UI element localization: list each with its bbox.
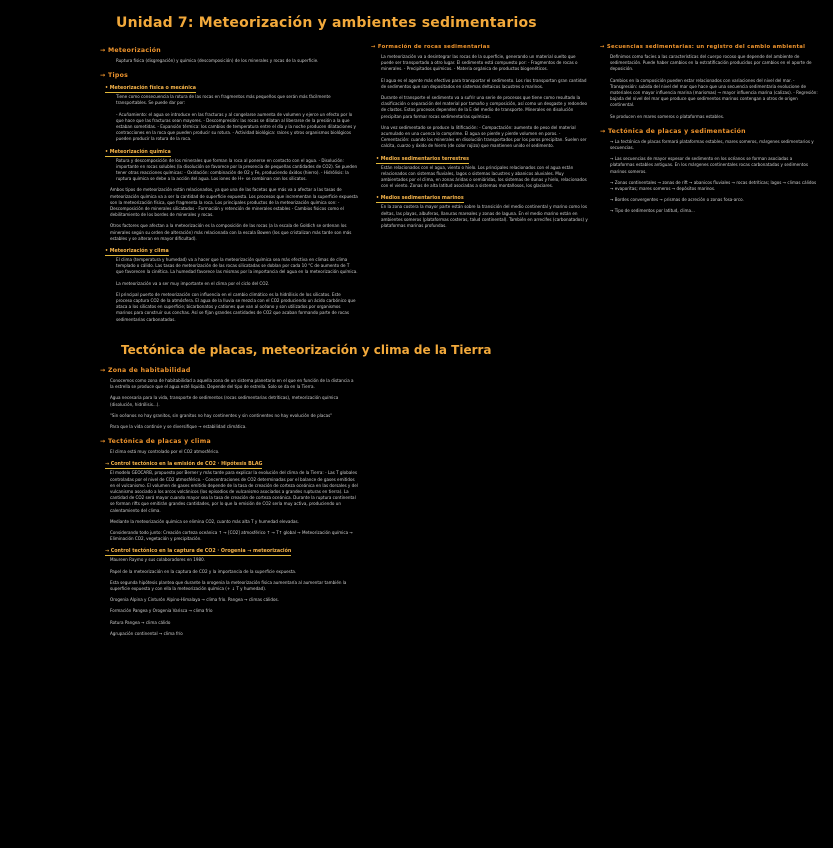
section-title-tectonica: Tectónica de placas, meteorización y clima de la Tierra: [121, 342, 492, 357]
paragraph: El modelo GEOCARB, propuesto por Berner y más tarde para explicar la evolución del clima de la Tierra: - Las T globales controladas por el nivel de CO2 atmosférico. - Concentraciones de CO2 determinadas por el balance de gases emitidos en el vulcanismo. El volumen de gases emitido depende de la tasa de creación de corteza oceánica en las dorsales y del vulcanismo asociado a los arcos volcánicos (los episodios de vulcanismo asociados a grandes rupturas en tierra). La cantidad de CO2 será mayor cuando mayor sea la tasa de creación de corteza oceánica. Durante la ruptura continental se forman rifts que emitirán grandes cantidades, por lo que la emisión de CO2 sería muy activa, produciendo un calentamiento del clima.: [110, 470, 358, 513]
paragraph: Se producen en mares someros o plataformas estables.: [610, 113, 725, 119]
heading-habitabilidad: → Zona de habitabilidad: [100, 366, 191, 374]
subheading-fisica: • Meteorización física o mecánica: [105, 86, 196, 92]
heading-secuencias: → Secuencias sedimentarias: un registro del cambio ambiental: [600, 44, 806, 50]
paragraph: Tiene como consecuencia la rotura de las rocas en fragmentos más pequeños que serán más fácilmente transportables. Se puede dar por:: [116, 94, 331, 106]
paragraph: Están relacionados con el agua, viento o hielo. Los principales relacionados con el agua están relacionados con sistemas fluviales, lagos o sistemas lacustres y abanicos aluviales. Muy ambientados por el clima, en zonas áridas o semiáridas, los sistemas de dunas y hielo, relacionados con el viento. Zonas de alta latitud asociadas a sistemas montañosos, los glaciares.: [381, 164, 587, 189]
page-title: Unidad 7: Meteorización y ambientes sedimentarios: [116, 15, 537, 31]
paragraph: El clima está muy controlado por el CO2 atmosférico.: [110, 449, 220, 455]
paragraph: El clima (temperatura y humedad) va a hacer que la meteorización química sea más efectiva en climas de clima templado o cálido. Las tasas de meteorización de las rocas silicatadas se doblan por cada 10 °C de aumento de T que favorecen la cinética. La humedad favorece las mismas por la importancia del agua en la meteorización química.: [116, 257, 358, 275]
paragraph: Cambios en la composición pueden estar relacionados con variaciones del nivel del mar. - Transgresión: subida del nivel del mar que hace que una secuencia sedimentaria evolucione de materiales con mayor influencia marina (marismas) → mayor influencia marina (calizas). - Regresión: bajada del nivel del mar que produce que sedimentos marinos contengan a otros de origen continental.: [610, 77, 818, 108]
heading-tectonica-sedimentacion: → Tectónica de placas y sedimentación: [600, 127, 746, 135]
paragraph: Mediante la meteorización química se elimina CO2, cuanto más alta T y humedad elevadas.: [110, 518, 299, 524]
paragraph: Formación Pangea y Orogenia Varisca → clima frío: [110, 608, 213, 614]
paragraph: Otros factores que afectan a la meteorización es la composición de las rocas (a la escala de Goldich se ordenan los minerales según su orden de alteración) más relacionada con la escala Bowen (los que cristalizan más tarde son más estables y se alteran en mayor dificultad).: [110, 223, 352, 241]
paragraph: La meteorización va a desintegrar las rocas de la superficie, generando un material suelto que puede ser transportado a otro lugar. El sedimento está compuesto por: - Fragmentos de rocas o minerales. - Precipitados químicos. - Materia orgánica de productos biogenéticos.: [381, 54, 578, 72]
paragraph: → Bordes convergentes → prismas de acreción o zonas fosa-arco.: [610, 197, 744, 203]
column-right: [596, 36, 818, 220]
quote: "Sin océanos no hay granitos, sin granitos no hay continentes y sin continentes no hay evolución de placas": [110, 412, 333, 418]
heading-formacion: → Formación de rocas sedimentarias: [371, 44, 491, 50]
paragraph: → Tipo de sedimentos por latitud, clima...: [610, 208, 695, 214]
paragraph: Agrupación continental → clima frío: [110, 630, 183, 636]
column-middle: [367, 36, 589, 234]
paragraph: Papel de la meteorización en la captura de CO2 y la importancia de la superficie expuesta.: [110, 568, 297, 574]
paragraph: → Zonas continentales → zonas de rift → abanicos fluviales → rocas detríticas; lagos → climas cálidos → evaporitas; mares someros → depósitos marinos.: [610, 179, 817, 192]
paragraph: En la zona costera la mayor parte están sobre la transición del medio continental y marino como los deltas, las playas, albuferas, llanuras mareales y zonas de laguna. En el medio marino están en ambientes someros (plataformas costeras, talud continental). También en arrecifes (carbonatados) y plataformas marinas profundas.: [381, 204, 588, 229]
paragraph: El principal puerto de meteorización con influencia en el cambio climático es la hidrólisis de los silicatos. Este proceso captura CO2 de la atmósfera. El agua de la lluvia se mezcla con el CO2 produciendo un ácido carbónico que ataca a los silicatos en superficie; bicarbonatos y cationes que van al océano y son utilizados por organismos marinos para construir sus conchas. Así se fijan grandes cantidades de CO2 que acaban formando parte de rocas sedimentarias carbonatadas.: [116, 291, 356, 322]
paragraph: Agua necesaria para la vida, transporte de sedimentos (rocas sedimentarias detríticas), meteorización química (disolución, hidrólisis...).: [110, 395, 339, 407]
subheading-orogenia: → Control tectónico en la captura de CO2 · Orogenia → meteorización: [105, 549, 292, 555]
paragraph: Orogenia Alpina y Cinturón Alpino-Himalaya → clima frío. Pangea → climas cálidos.: [110, 597, 279, 603]
paragraph: Para que la vida continúe y se diversifique → estabilidad climática.: [110, 423, 247, 429]
paragraph: Ruptura física (disgregación) y química (descomposición) de los minerales y rocas de la superficie.: [116, 58, 319, 63]
paragraph: Conocemos como zona de habitabilidad a aquella zona de un sistema planetario en el que en función de la distancia a la estrella se produce que el agua esté líquida. Depende del tipo de estrella. Solo se da en la Tierra.: [110, 377, 354, 390]
paragraph: Maureen Raymo y sus colaboradores en 1980.: [110, 557, 206, 563]
paragraph: Rotura Pangea → clima cálido: [110, 619, 171, 625]
heading-tipos: → Tipos: [100, 72, 129, 80]
subheading-marinos: • Medios sedimentarios marinos: [376, 196, 464, 202]
paragraph: Durante el transporte el sedimento va a sufrir una serie de procesos que tiene como resultado la clasificación o separación del material por tamaño y composición, así como un desgaste y redondeo de clastos. Estos procesos dependen de la E del medio de transporte. Minerales en disolución precipitan para formar rocas sedimentarias químicas.: [381, 95, 588, 119]
subheading-blag: → Control tectónico en la emisión de CO2 · Hipótesis BLAG: [105, 462, 263, 468]
heading-tectonica-clima: → Tectónica de placas y clima: [100, 438, 211, 446]
paragraph: Rotura y descomposición de los minerales que forman la roca al ponerse en contacto con el agua. - Disolución: importante en rocas solubles (la disolución se favorece por la presencia de pequeñas cantidades de CO2). Se pueden tener otras reacciones químicas: - Oxidación: combinación de O2 y Fe, produciendo óxidos (hierro). - Hidrólisis: la ruptura química se debe a la acción del agua. Los iones de H+ se combinan con los silicatos.: [116, 157, 358, 182]
heading-meteorizacion: → Meteorización: [100, 47, 161, 54]
paragraph: - Acuñamiento: el agua se introduce en las fracturas y al congelarse aumenta de volumen y ejerce un efecto por lo que hace que las fracturas sean mayores. - Descompresión: las rocas se dilatan al liberarse de la presión a la que estaban sometidas. - Expansión térmica: los cambios de temperatura entre el día y la noche producen dilataciones y contracciones en la roca que pueden producir su rotura. - Actividad biológica: raíces y otros organismos biológicos pueden producir la rotura de la roca.: [116, 111, 356, 142]
paragraph: El agua es el agente más efectivo para transportar el sedimento. Los ríos transportan gran cantidad de sedimentos que son depositados en sistemas deltaicos lacustres o marinos.: [381, 77, 587, 89]
paragraph: Considerando todo junto: Creación corteza oceánica ↑ → [CO2] atmosférico ↑ → T↑ global → Meteorización química → Eliminación CO2, vegetación y precipitación.: [110, 529, 353, 542]
subheading-terrestres: • Medios sedimentarios terrestres: [376, 156, 470, 162]
paragraph: Ambos tipos de meteorización están relacionados, ya que una de las facetas que más va a afectar a las tasas de meteorización química va a ser la cantidad de superficie expuesta. Los procesos que incrementan la superficie expuesta son la meteorización física, que fragmenta la roca. Los principales productos de la meteorización química son: - Descomposición de minerales silicatados - Formación y retención de minerales estables - Cambios físicos como el debilitamiento de los bordes de minerales y rocas.: [110, 187, 358, 218]
paragraph: La meteorización va a ser muy importante en el clima por el ciclo del CO2.: [116, 280, 270, 286]
paragraph: → Las secuencias de mayor espesor de sedimento en los océanos se forman asociadas a plataformas estables antiguas. En los márgenes continentales rocas carbonatadas y sedimentos marinos someros.: [610, 156, 808, 174]
subheading-clima: • Meteorización y clima: [105, 249, 169, 255]
paragraph: Definimos como facies a las características del cuerpo rocoso que depende del ambiente de sedimentación. Puede haber cambios en la estratificación producidos por cambios en el aporte de deposición.: [610, 54, 812, 72]
paragraph: Una vez sedimentado se produce la litificación: - Compactación: aumento de peso del material acumulado en una cuenca lo comprime. El agua se pierde y pierde volumen en poros. - Cementación: cuando los minerales en disolución transportados por los poros precipitan. Suelen ser calcita, cuarzo y óxido de hierro (de color rojizo) que mantienen unido el sedimento.: [381, 124, 587, 149]
subheading-quimica: • Meteorización química: [105, 149, 171, 155]
paragraph: → La tectónica de placas formará plataformas estables, mares someros, márgenes sedimentarios y secuencias.: [610, 138, 814, 151]
paragraph: Esta segunda hipótesis plantea que durante la orogenia la meteorización física aumentaría al aumentar también la superficie expuesta y con ella la meteorización química (+ ↓ T y humedad).: [110, 579, 347, 591]
